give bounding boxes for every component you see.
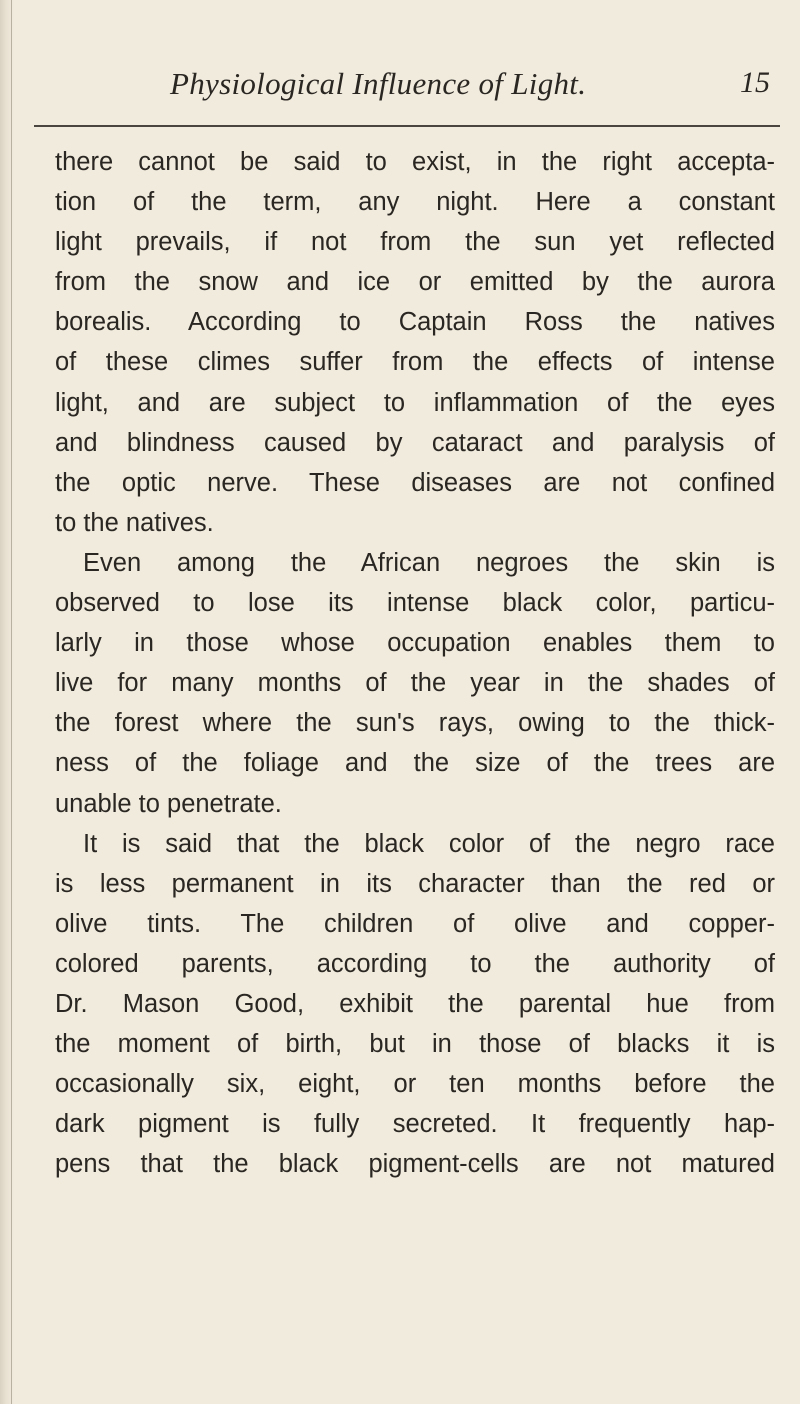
text-line: light prevails, if not from the sun yet reflected xyxy=(55,228,775,257)
text-line: Dr. Mason Good, exhibit the parental hue from xyxy=(55,989,775,1018)
text-line: occasionally six, eight, or ten months before the xyxy=(55,1070,775,1099)
text-line: unable to penetrate. xyxy=(55,789,282,818)
text-line: of these climes suffer from the effects of intense xyxy=(55,348,775,377)
running-title: Physiological Influence of Light. xyxy=(170,66,587,101)
text-line: colored parents, according to the authority of xyxy=(55,949,775,978)
header-rule xyxy=(34,125,780,127)
text-line: observed to lose its intense black color, particu- xyxy=(55,589,775,618)
text-line: from the snow and ice or emitted by the aurora xyxy=(55,268,775,297)
text-line: to the natives. xyxy=(55,508,214,537)
text-line: the optic nerve. These diseases are not confined xyxy=(55,468,775,497)
binding-line xyxy=(11,0,12,1404)
text-line: larly in those whose occupation enables them to xyxy=(55,629,775,658)
text-line: and blindness caused by cataract and paralysis of xyxy=(55,428,775,457)
text-line: Even among the African negroes the skin is xyxy=(83,548,775,577)
text-line: olive tints. The children of olive and copper- xyxy=(55,909,775,938)
text-line: the forest where the sun's rays, owing to the thick- xyxy=(55,709,775,738)
text-line: ness of the foliage and the size of the trees are xyxy=(55,749,775,778)
text-line: the moment of birth, but in those of blacks it is xyxy=(55,1030,775,1059)
text-line: live for many months of the year in the shades of xyxy=(55,669,775,698)
text-line: is less permanent in its character than the red or xyxy=(55,869,775,898)
page-number: 15 xyxy=(740,66,770,99)
running-head xyxy=(30,66,785,106)
body-text xyxy=(55,142,775,1184)
text-line: It is said that the black color of the negro race xyxy=(83,829,775,858)
text-line: borealis. According to Captain Ross the natives xyxy=(55,308,775,337)
text-line: tion of the term, any night. Here a constant xyxy=(55,188,775,217)
text-line: pens that the black pigment-cells are not matured xyxy=(55,1150,775,1179)
text-line: there cannot be said to exist, in the right accepta- xyxy=(55,148,775,176)
text-line: light, and are subject to inflammation of the eyes xyxy=(55,388,775,417)
text-line: dark pigment is fully secreted. It frequently hap- xyxy=(55,1110,775,1139)
